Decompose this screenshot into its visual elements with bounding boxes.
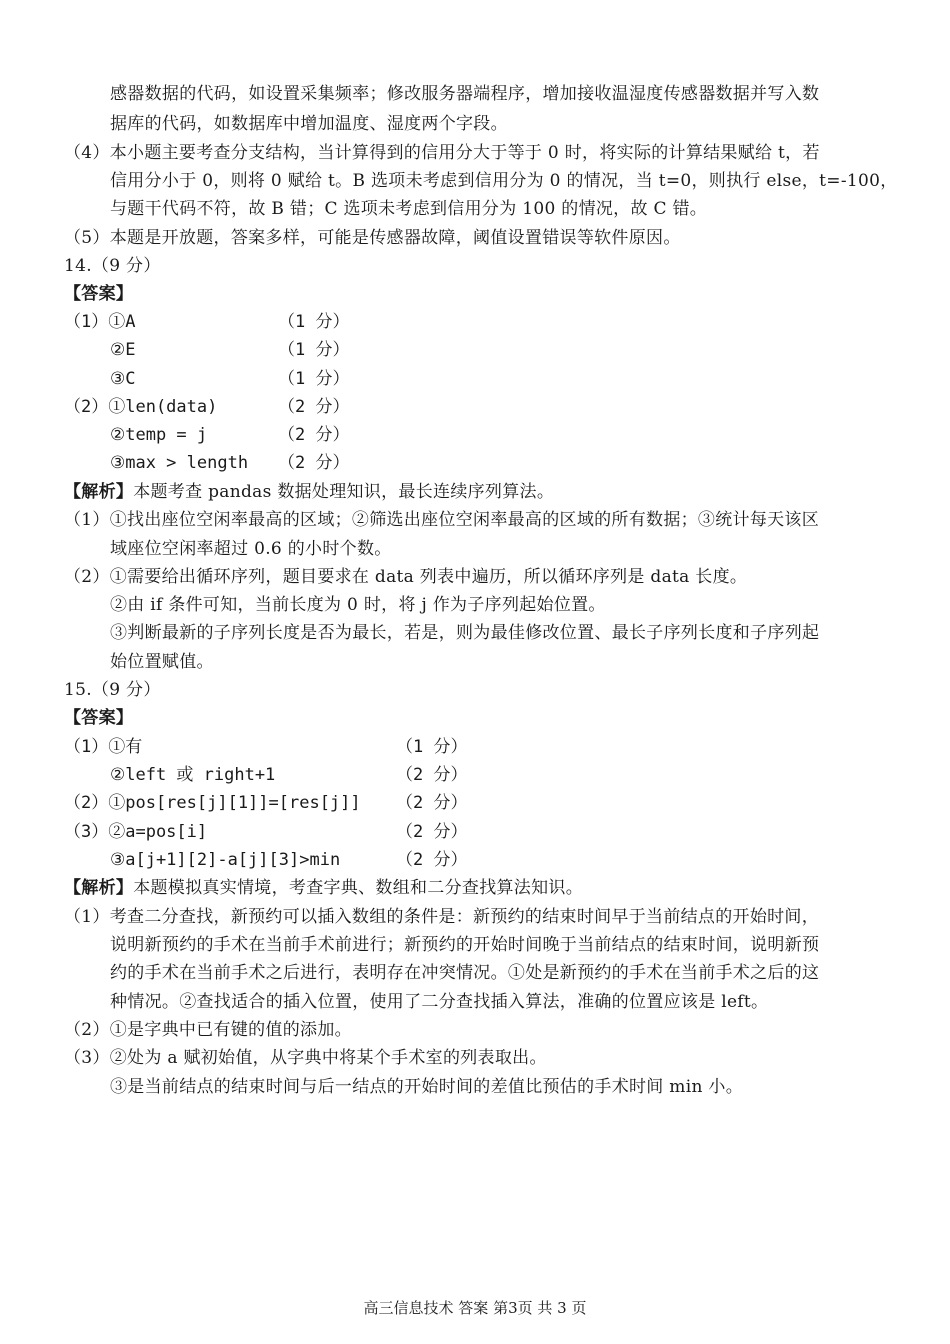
q14-score-2: （1 分）: [278, 340, 350, 360]
q14-answer-4: （2）①len(data): [64, 397, 218, 417]
q14-score-6: （2 分）: [278, 453, 350, 473]
q15-score-4: （2 分）: [396, 822, 468, 842]
q15-analysis-line: [64, 876, 583, 900]
page-footer: 高三信息技术 答案 第3页 共 3 页: [363, 1299, 587, 1317]
q14-p1-line-2: 域座位空闲率超过 0.6 的小时个数。: [110, 539, 392, 559]
q14-answer-1: （1）①A: [64, 312, 136, 332]
q15-header: 15.（9 分）: [64, 680, 161, 700]
q14-analysis-label: 【解析】: [64, 482, 134, 502]
q14-answer-5: ②temp = j: [110, 425, 208, 445]
q14-p1-line-1: （1）①找出座位空闲率最高的区域；②筛选出座位空闲率最高的区域的所有数据；③统计每天该区: [64, 510, 820, 530]
q14-score-1: （1 分）: [278, 312, 350, 332]
q14-p2-line-2: ②由 if 条件可知，当前长度为 0 时，将 j 作为子序列起始位置。: [110, 595, 606, 615]
q15-p1-line-3: 约的手术在当前手术之后进行，表明存在冲突情况。①处是新预约的手术在当前手术之后的这: [110, 963, 820, 983]
q15-p2-line: （2）①是字典中已有键的值的添加。: [64, 1020, 352, 1040]
q15-score-3: （2 分）: [396, 793, 468, 813]
q15-score-1: （1 分）: [396, 737, 468, 757]
q14-answer-label: 【答案】: [64, 284, 134, 304]
q14-answer-2: ②E: [110, 340, 136, 360]
q13-cont-line-1: 感器数据的代码，如设置采集频率；修改服务器端程序，增加接收温湿度传感器数据并写入数: [110, 84, 820, 104]
q14-analysis-line: [64, 480, 554, 504]
q15-answer-label: 【答案】: [64, 708, 134, 728]
q15-answer-4: （3）②a=pos[i]: [64, 822, 208, 842]
q14-score-3: （1 分）: [278, 369, 350, 389]
q15-answer-2: ②left 或 right+1: [110, 765, 276, 785]
q15-p1-line-4: 种情况。②查找适合的插入位置，使用了二分查找插入算法，准确的位置应该是 left。: [110, 992, 769, 1012]
q13-4-line-2: 信用分小于 0，则将 0 赋给 t。B 选项未考虑到信用分为 0 的情况，当 t=0，则执行 else，t=-100，: [110, 171, 898, 191]
q14-analysis-intro: 本题考查 pandas 数据处理知识，最长连续序列算法。: [133, 482, 555, 502]
q13-4-line-1: （4）本小题主要考查分支结构，当计算得到的信用分大于等于 0 时，将实际的计算结果赋给 t，若: [64, 143, 820, 163]
q13-5-line: （5）本题是开放题，答案多样，可能是传感器故障，阈值设置错误等软件原因。: [64, 228, 681, 248]
q15-answer-1: （1）①有: [64, 737, 143, 757]
q15-analysis-label: 【解析】: [64, 878, 134, 898]
q15-score-5: （2 分）: [396, 850, 468, 870]
q15-score-2: （2 分）: [396, 765, 468, 785]
q15-analysis-intro: 本题模拟真实情境，考查字典、数组和二分查找算法知识。: [133, 878, 584, 898]
q14-p2-line-1: （2）①需要给出循环序列，题目要求在 data 列表中遍历，所以循环序列是 data 长度。: [64, 567, 748, 587]
q14-answer-6: ③max > length: [110, 453, 249, 473]
q15-p3-line-2: ③是当前结点的结束时间与后一结点的开始时间的差值比预估的手术时间 min 小。: [110, 1077, 744, 1097]
q15-answer-3: （2）①pos[res[j][1]]=[res[j]]: [64, 793, 361, 813]
q14-p2-line-4: 始位置赋值。: [110, 652, 214, 672]
q14-answer-3: ③C: [110, 369, 136, 389]
q14-header: 14.（9 分）: [64, 256, 161, 276]
q15-answer-5: ③a[j+1][2]-a[j][3]>min: [110, 850, 341, 870]
q14-p2-line-3: ③判断最新的子序列长度是否为最长，若是，则为最佳修改位置、最长子序列长度和子序列起: [110, 623, 820, 643]
q15-p3-line-1: （3）②处为 a 赋初始值，从字典中将某个手术室的列表取出。: [64, 1048, 547, 1068]
q13-4-line-3: 与题干代码不符，故 B 错；C 选项未考虑到信用分为 100 的情况，故 C 错。: [110, 199, 708, 219]
q14-score-4: （2 分）: [278, 397, 350, 417]
q13-cont-line-2: 据库的代码，如数据库中增加温度、湿度两个字段。: [110, 114, 508, 134]
q15-p1-line-1: （1）考查二分查找，新预约可以插入数组的条件是：新预约的结束时间早于当前结点的开始时间，: [64, 907, 820, 927]
q15-p1-line-2: 说明新预约的手术在当前手术前进行；新预约的开始时间晚于当前结点的结束时间，说明新预: [110, 935, 820, 955]
q14-score-5: （2 分）: [278, 425, 350, 445]
